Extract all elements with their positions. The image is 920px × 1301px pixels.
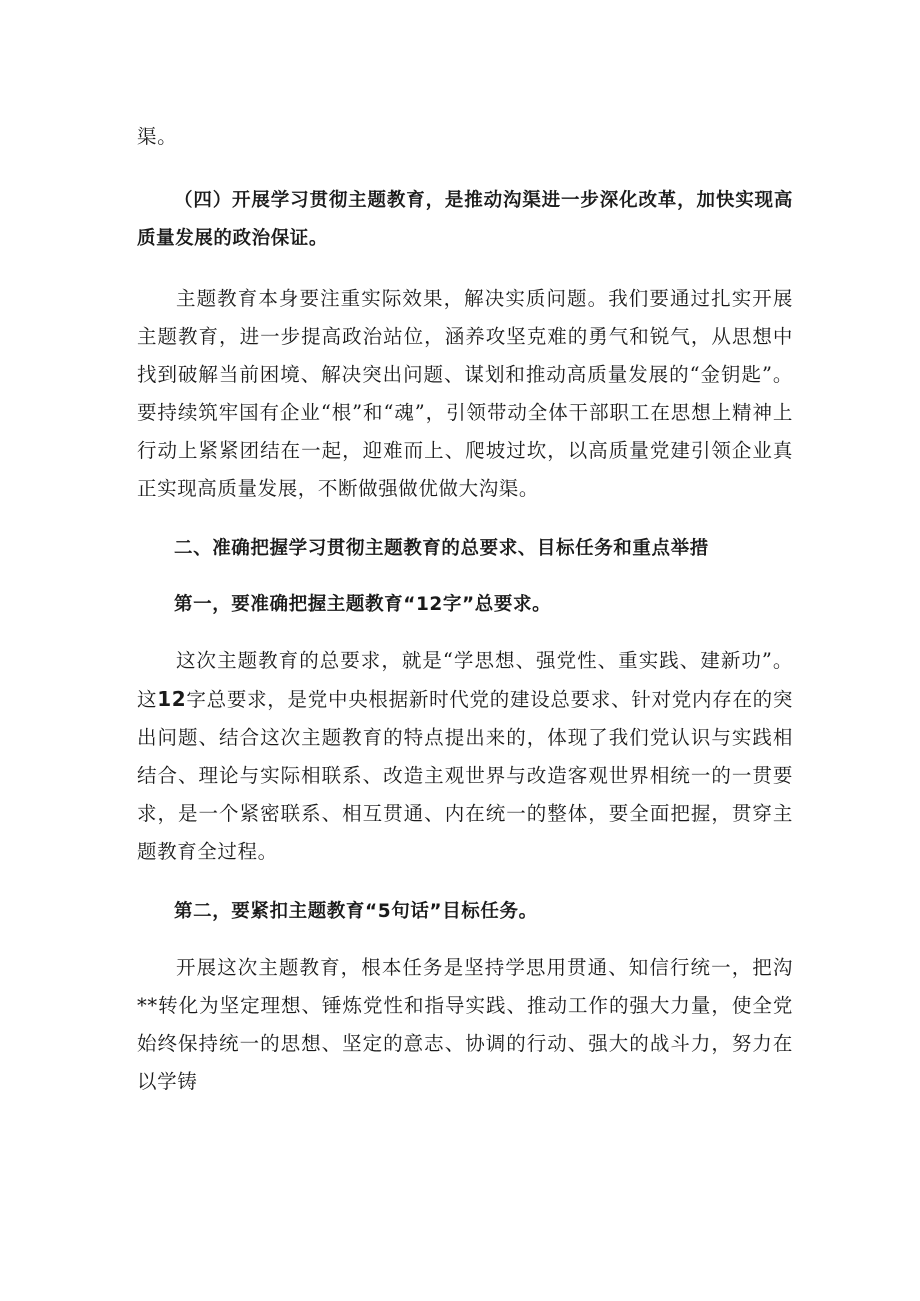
paragraph-theme-education-effect: 主题教育本身要注重实际效果，解决实质问题。我们要通过扎实开展主题教育，进一步提高政治站位，涵养攻坚克难的勇气和锐气，从思想中找到破解当前困境、解决突出问题、谋划和推动高质量发展的“金钥匙”。要持续筑牢国有企业“根”和“魂”，引领带动全体干部职工在思想上精神上行动上紧紧团结在一起，迎难而上、爬坡过坎，以高质量党建引领企业真正实现高质量发展，不断做强做优做大沟渠。 (137, 287, 793, 500)
chapter-heading-two: 二、准确把握学习贯彻主题教育的总要求、目标任务和重点举措 (174, 538, 709, 559)
subheading-second: 第二，要紧扣主题教育“5句话”目标任务。 (174, 901, 538, 922)
paragraph-general-requirements (137, 642, 793, 871)
paragraph-fundamental-task: 开展这次主题教育，根本任务是坚持学思用贯通、知信行统一，把沟**转化为坚定理想、锤炼党性和指导实践、推动工作的强大力量，使全党始终保持统一的思想、坚定的意志、协调的行动、强大的战斗力，努力在以学铸 (137, 956, 793, 1093)
paragraph-continuation: 渠。 (137, 125, 178, 148)
document-body (137, 118, 793, 1101)
number-twelve: 12 (157, 687, 187, 711)
paragraph-text: 字总要求，是党中央根据新时代党的建设总要求、针对党内存在的突出问题、结合这次主题教育的特点提出来的，体现了我们党认识与实践相结合、理论与实际相联系、改造主观世界与改造客观世界相统一的一贯要求，是一个紧密联系、相互贯通、内在统一的整体，要全面把握，贯穿主题教育全过程。 (137, 688, 793, 863)
section-heading-four: （四）开展学习贯彻主题教育，是推动沟渠进一步深化改革，加快实现高质量发展的政治保证。 (137, 190, 793, 249)
paragraph-text: 这次主题教育的总要求，就是“学思想、强党性、重实践、建新功”。这 (137, 649, 793, 711)
subheading-first: 第一，要准确把握主题教育“12字”总要求。 (174, 594, 552, 615)
